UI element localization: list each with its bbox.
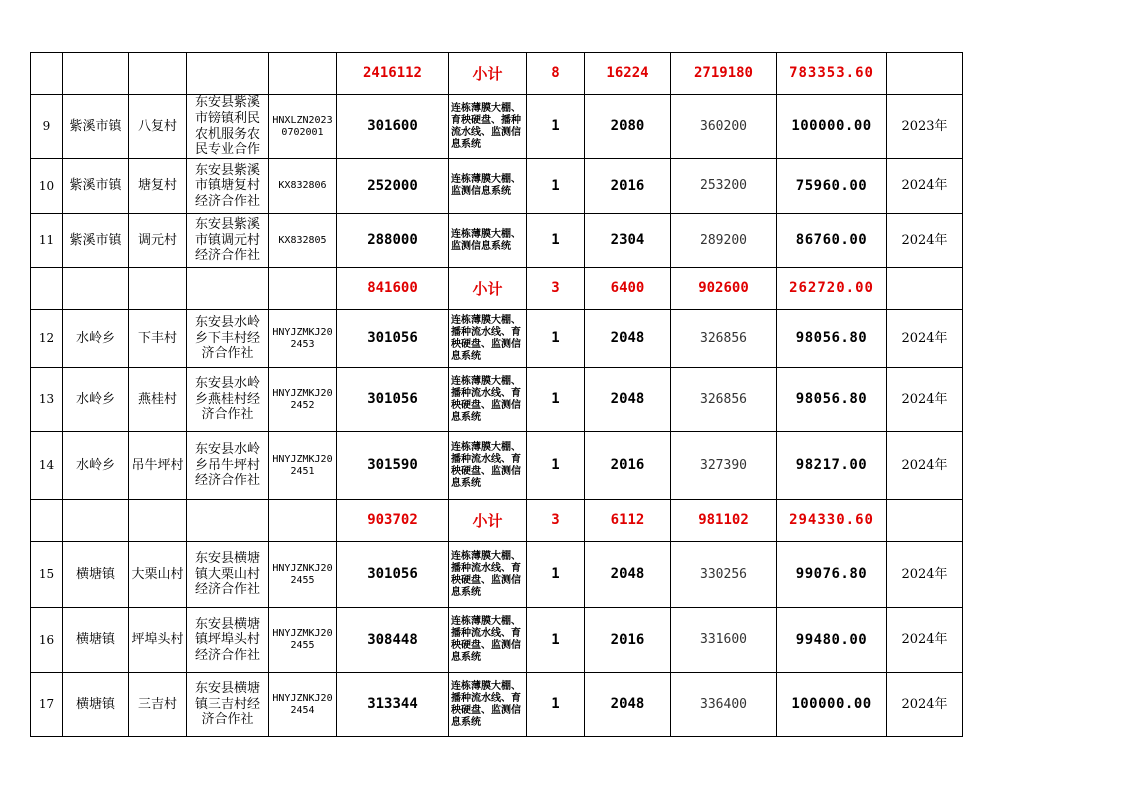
year-cell: 2024年 (887, 368, 963, 432)
amount-cell: 308448 (337, 608, 449, 673)
year-cell: 2023年 (887, 95, 963, 159)
subtotal-subsidy: 783353.60 (777, 53, 887, 95)
total-cell: 326856 (671, 310, 777, 368)
total-cell: 253200 (671, 159, 777, 214)
subtotal-area: 6400 (585, 268, 671, 310)
empty-cell (31, 500, 63, 542)
town-cell: 横塘镇 (63, 608, 129, 673)
table-row (31, 95, 963, 159)
code-cell: HNYJZMKJ202451 (269, 432, 337, 500)
qty-cell: 1 (527, 159, 585, 214)
town-cell: 紫溪市镇 (63, 95, 129, 159)
town-cell: 水岭乡 (63, 368, 129, 432)
empty-cell (887, 53, 963, 95)
code-cell: KX832806 (269, 159, 337, 214)
subsidy-cell: 100000.00 (777, 95, 887, 159)
qty-cell: 1 (527, 368, 585, 432)
code-cell: HNYJZNKJ202454 (269, 673, 337, 737)
subsidy-cell: 98056.80 (777, 310, 887, 368)
table-row (31, 432, 963, 500)
subtotal-amount: 2416112 (337, 53, 449, 95)
amount-cell: 301056 (337, 542, 449, 608)
total-cell: 360200 (671, 95, 777, 159)
subtotal-subsidy: 262720.00 (777, 268, 887, 310)
empty-cell (887, 268, 963, 310)
village-cell: 大栗山村 (129, 542, 187, 608)
empty-cell (269, 53, 337, 95)
village-cell: 调元村 (129, 214, 187, 268)
town-cell: 紫溪市镇 (63, 214, 129, 268)
qty-cell: 1 (527, 214, 585, 268)
table-row (31, 608, 963, 673)
code-cell: KX832805 (269, 214, 337, 268)
subsidy-cell: 98217.00 (777, 432, 887, 500)
subtotal-area: 16224 (585, 53, 671, 95)
area-cell: 2304 (585, 214, 671, 268)
code-cell: HNYJZMKJ202453 (269, 310, 337, 368)
amount-cell: 288000 (337, 214, 449, 268)
entity-cell: 东安县横塘镇坪埠头村经济合作社 (187, 608, 269, 673)
amount-cell: 301590 (337, 432, 449, 500)
entity-cell: 东安县紫溪市镇调元村经济合作社 (187, 214, 269, 268)
subtotal-row (31, 268, 963, 310)
empty-cell (63, 53, 129, 95)
subtotal-label: 小计 (449, 500, 527, 542)
qty-cell: 1 (527, 608, 585, 673)
qty-cell: 1 (527, 542, 585, 608)
subtotal-total: 981102 (671, 500, 777, 542)
row-number: 17 (31, 673, 63, 737)
row-number: 12 (31, 310, 63, 368)
subtotal-row (31, 53, 963, 95)
empty-cell (269, 268, 337, 310)
empty-cell (187, 268, 269, 310)
village-cell: 八复村 (129, 95, 187, 159)
row-number: 14 (31, 432, 63, 500)
year-cell: 2024年 (887, 432, 963, 500)
year-cell: 2024年 (887, 159, 963, 214)
town-cell: 紫溪市镇 (63, 159, 129, 214)
row-number: 13 (31, 368, 63, 432)
entity-cell: 东安县横塘镇大栗山村经济合作社 (187, 542, 269, 608)
table-row (31, 542, 963, 608)
entity-cell: 东安县紫溪市镇塘复村经济合作社 (187, 159, 269, 214)
area-cell: 2048 (585, 542, 671, 608)
area-cell: 2048 (585, 673, 671, 737)
town-cell: 水岭乡 (63, 310, 129, 368)
empty-cell (129, 268, 187, 310)
year-cell: 2024年 (887, 673, 963, 737)
table-row (31, 673, 963, 737)
subtotal-qty: 8 (527, 53, 585, 95)
town-cell: 横塘镇 (63, 673, 129, 737)
content-cell: 连栋薄膜大棚、播种流水线、育秧硬盘、监测信息系统 (449, 310, 527, 368)
area-cell: 2016 (585, 159, 671, 214)
subsidy-table (30, 52, 963, 737)
code-cell: HNYJZNKJ202455 (269, 542, 337, 608)
row-number: 9 (31, 95, 63, 159)
qty-cell: 1 (527, 432, 585, 500)
qty-cell: 1 (527, 310, 585, 368)
subtotal-label: 小计 (449, 53, 527, 95)
empty-cell (63, 268, 129, 310)
entity-cell: 东安县水岭乡下丰村经济合作社 (187, 310, 269, 368)
year-cell: 2024年 (887, 214, 963, 268)
village-cell: 吊牛坪村 (129, 432, 187, 500)
empty-cell (63, 500, 129, 542)
town-cell: 横塘镇 (63, 542, 129, 608)
empty-cell (269, 500, 337, 542)
subtotal-row (31, 500, 963, 542)
empty-cell (887, 500, 963, 542)
content-cell: 连栋薄膜大棚、育秧硬盘、播种流水线、监测信息系统 (449, 95, 527, 159)
code-cell: HNXLZN20230702001 (269, 95, 337, 159)
total-cell: 327390 (671, 432, 777, 500)
subtotal-amount: 903702 (337, 500, 449, 542)
area-cell: 2048 (585, 368, 671, 432)
amount-cell: 252000 (337, 159, 449, 214)
table-row (31, 159, 963, 214)
area-cell: 2016 (585, 608, 671, 673)
entity-cell: 东安县水岭乡吊牛坪村经济合作社 (187, 432, 269, 500)
village-cell: 燕桂村 (129, 368, 187, 432)
empty-cell (31, 53, 63, 95)
row-number: 15 (31, 542, 63, 608)
subtotal-qty: 3 (527, 268, 585, 310)
content-cell: 连栋薄膜大棚、播种流水线、育秧硬盘、监测信息系统 (449, 673, 527, 737)
subsidy-cell: 98056.80 (777, 368, 887, 432)
table-row (31, 214, 963, 268)
subtotal-area: 6112 (585, 500, 671, 542)
entity-cell: 东安县紫溪市镑镇利民农机服务农民专业合作 (187, 95, 269, 159)
table-row (31, 310, 963, 368)
empty-cell (31, 268, 63, 310)
entity-cell: 东安县水岭乡燕桂村经济合作社 (187, 368, 269, 432)
year-cell: 2024年 (887, 310, 963, 368)
subtotal-subsidy: 294330.60 (777, 500, 887, 542)
subtotal-label: 小计 (449, 268, 527, 310)
empty-cell (187, 53, 269, 95)
village-cell: 坪埠头村 (129, 608, 187, 673)
empty-cell (129, 500, 187, 542)
empty-cell (187, 500, 269, 542)
amount-cell: 301600 (337, 95, 449, 159)
entity-cell: 东安县横塘镇三吉村经济合作社 (187, 673, 269, 737)
empty-cell (129, 53, 187, 95)
amount-cell: 301056 (337, 310, 449, 368)
total-cell: 330256 (671, 542, 777, 608)
year-cell: 2024年 (887, 608, 963, 673)
content-cell: 连栋薄膜大棚、播种流水线、育秧硬盘、监测信息系统 (449, 368, 527, 432)
subtotal-amount: 841600 (337, 268, 449, 310)
village-cell: 下丰村 (129, 310, 187, 368)
code-cell: HNYJZMKJ202452 (269, 368, 337, 432)
area-cell: 2080 (585, 95, 671, 159)
content-cell: 连栋薄膜大棚、监测信息系统 (449, 214, 527, 268)
total-cell: 289200 (671, 214, 777, 268)
subtotal-total: 2719180 (671, 53, 777, 95)
amount-cell: 301056 (337, 368, 449, 432)
content-cell: 连栋薄膜大棚、播种流水线、育秧硬盘、监测信息系统 (449, 608, 527, 673)
area-cell: 2048 (585, 310, 671, 368)
qty-cell: 1 (527, 95, 585, 159)
content-cell: 连栋薄膜大棚、监测信息系统 (449, 159, 527, 214)
code-cell: HNYJZMKJ202455 (269, 608, 337, 673)
qty-cell: 1 (527, 673, 585, 737)
total-cell: 331600 (671, 608, 777, 673)
subtotal-qty: 3 (527, 500, 585, 542)
subsidy-cell: 86760.00 (777, 214, 887, 268)
subsidy-cell: 100000.00 (777, 673, 887, 737)
year-cell: 2024年 (887, 542, 963, 608)
content-cell: 连栋薄膜大棚、播种流水线、育秧硬盘、监测信息系统 (449, 542, 527, 608)
subsidy-cell: 99480.00 (777, 608, 887, 673)
total-cell: 336400 (671, 673, 777, 737)
row-number: 11 (31, 214, 63, 268)
row-number: 10 (31, 159, 63, 214)
area-cell: 2016 (585, 432, 671, 500)
total-cell: 326856 (671, 368, 777, 432)
town-cell: 水岭乡 (63, 432, 129, 500)
content-cell: 连栋薄膜大棚、播种流水线、育秧硬盘、监测信息系统 (449, 432, 527, 500)
subsidy-cell: 75960.00 (777, 159, 887, 214)
row-number: 16 (31, 608, 63, 673)
village-cell: 塘复村 (129, 159, 187, 214)
subtotal-total: 902600 (671, 268, 777, 310)
village-cell: 三吉村 (129, 673, 187, 737)
table-row (31, 368, 963, 432)
amount-cell: 313344 (337, 673, 449, 737)
subsidy-cell: 99076.80 (777, 542, 887, 608)
